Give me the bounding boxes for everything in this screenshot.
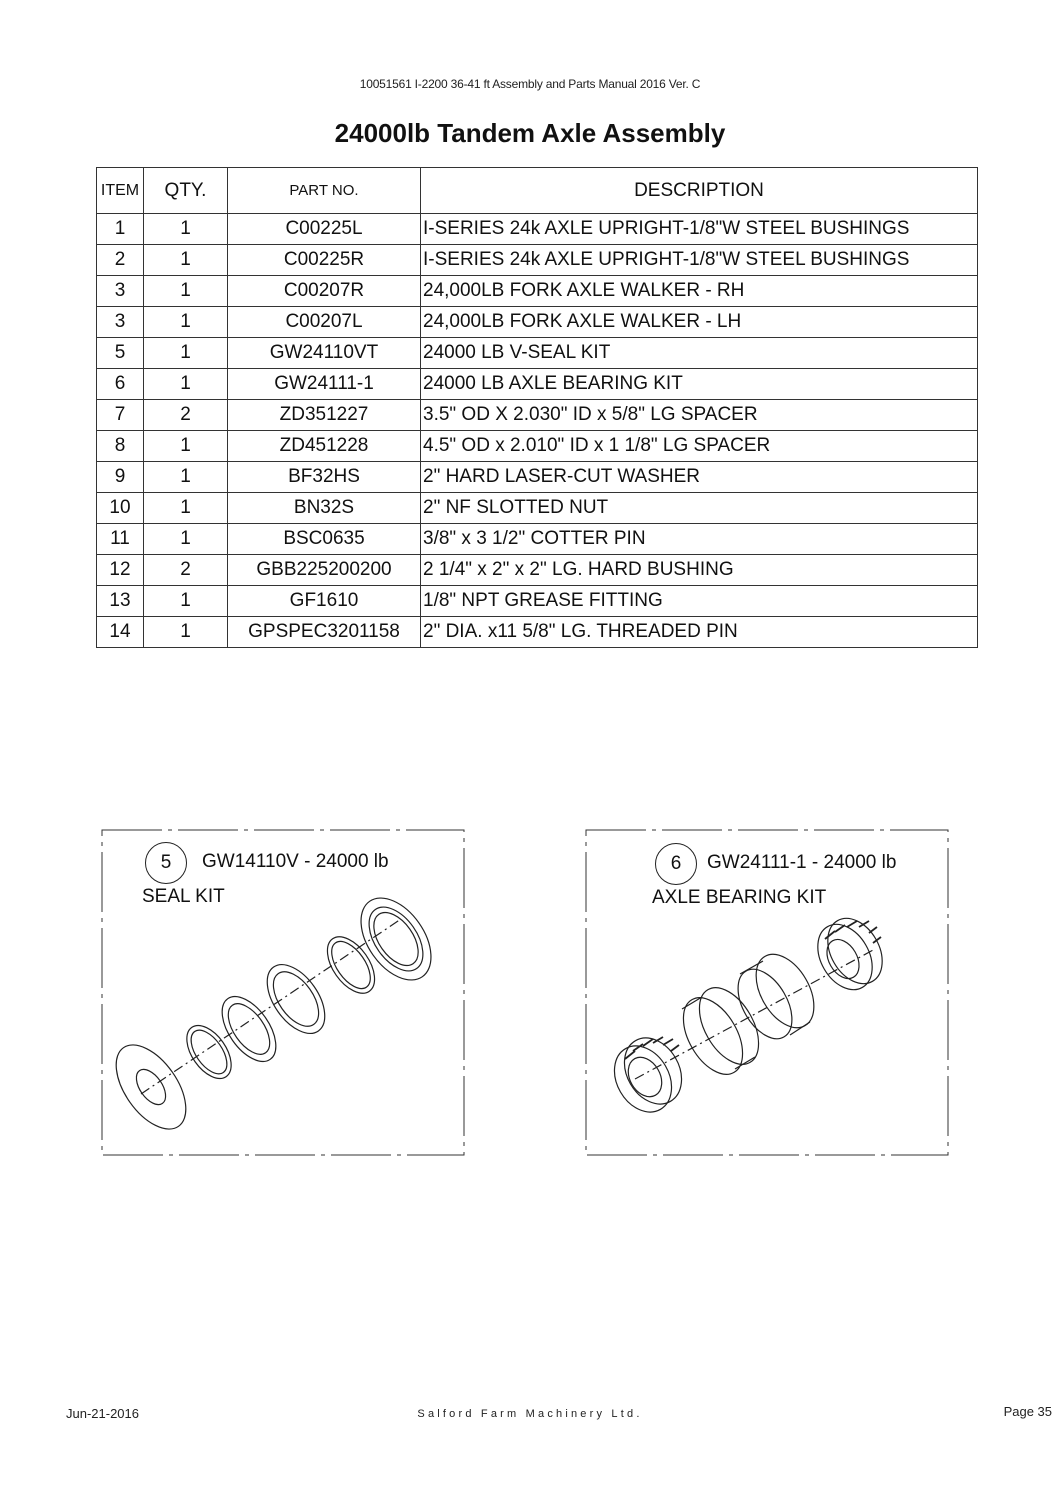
description-cell: 2" NF SLOTTED NUT [421, 493, 978, 524]
column-header-qty: QTY. [144, 168, 228, 214]
description-cell: 3.5" OD X 2.030" ID x 5/8" LG SPACER [421, 400, 978, 431]
description-cell: 2" DIA. x11 5/8" LG. THREADED PIN [421, 617, 978, 648]
part-number-cell: C00225R [228, 245, 421, 276]
bearing-kit-panel [585, 829, 949, 1156]
description-cell: I-SERIES 24k AXLE UPRIGHT-1/8"W STEEL BUSHINGS [421, 214, 978, 245]
item-cell: 3 [97, 307, 144, 338]
table-row [97, 586, 978, 617]
description-cell: 24000 LB V-SEAL KIT [421, 338, 978, 369]
bearing-kit-item-number: 6 [655, 843, 697, 885]
item-cell: 12 [97, 555, 144, 586]
table-row [97, 617, 978, 648]
qty-cell: 1 [144, 369, 228, 400]
part-number-cell: C00225L [228, 214, 421, 245]
table-row [97, 245, 978, 276]
item-cell: 3 [97, 276, 144, 307]
table-row [97, 276, 978, 307]
bearing-kit-subtitle: AXLE BEARING KIT [652, 887, 827, 908]
seal-kit-subtitle: SEAL KIT [142, 886, 225, 907]
item-cell: 11 [97, 524, 144, 555]
footer-date: Jun-21-2016 [66, 1406, 139, 1421]
part-number-cell: C00207L [228, 307, 421, 338]
table-row [97, 214, 978, 245]
qty-cell: 1 [144, 245, 228, 276]
item-cell: 14 [97, 617, 144, 648]
document-header: 10051561 I-2200 36-41 ft Assembly and Parts Manual 2016 Ver. C [359, 77, 701, 91]
item-cell: 2 [97, 245, 144, 276]
part-number-cell: BN32S [228, 493, 421, 524]
table-row [97, 338, 978, 369]
table-row [97, 462, 978, 493]
table-header-row [97, 168, 978, 214]
qty-cell: 1 [144, 524, 228, 555]
description-cell: 24,000LB FORK AXLE WALKER - RH [421, 276, 978, 307]
column-header-item: ITEM [97, 168, 144, 214]
description-cell: I-SERIES 24k AXLE UPRIGHT-1/8"W STEEL BUSHINGS [421, 245, 978, 276]
description-cell: 2" HARD LASER-CUT WASHER [421, 462, 978, 493]
qty-cell: 1 [144, 462, 228, 493]
qty-cell: 1 [144, 617, 228, 648]
item-cell: 7 [97, 400, 144, 431]
description-cell: 3/8" x 3 1/2" COTTER PIN [421, 524, 978, 555]
item-cell: 6 [97, 369, 144, 400]
page-title: 24000lb Tandem Axle Assembly [334, 118, 726, 148]
table-row [97, 555, 978, 586]
part-number-cell: GPSPEC3201158 [228, 617, 421, 648]
part-number-cell: ZD451228 [228, 431, 421, 462]
column-header-description: DESCRIPTION [421, 168, 978, 214]
part-number-cell: ZD351227 [228, 400, 421, 431]
table-row [97, 431, 978, 462]
part-number-cell: C00207R [228, 276, 421, 307]
table-row [97, 307, 978, 338]
bearing-kit-title: GW24111-1 - 24000 lb [707, 852, 897, 873]
qty-cell: 1 [144, 493, 228, 524]
part-number-cell: BSC0635 [228, 524, 421, 555]
item-cell: 8 [97, 431, 144, 462]
item-cell: 9 [97, 462, 144, 493]
item-cell: 10 [97, 493, 144, 524]
qty-cell: 1 [144, 431, 228, 462]
description-cell: 4.5" OD x 2.010" ID x 1 1/8" LG SPACER [421, 431, 978, 462]
qty-cell: 2 [144, 555, 228, 586]
table-row [97, 493, 978, 524]
seal-kit-title: GW14110V - 24000 lb [202, 851, 389, 872]
description-cell: 24,000LB FORK AXLE WALKER - LH [421, 307, 978, 338]
seal-kit-drawing [101, 829, 465, 1156]
item-cell: 5 [97, 338, 144, 369]
part-number-cell: GW24110VT [228, 338, 421, 369]
footer-company: Salford Farm Machinery Ltd. [417, 1408, 643, 1420]
column-header-part-no: PART NO. [228, 168, 421, 214]
qty-cell: 1 [144, 276, 228, 307]
part-number-cell: BF32HS [228, 462, 421, 493]
qty-cell: 1 [144, 338, 228, 369]
seal-kit-panel [101, 829, 465, 1156]
description-cell: 24000 LB AXLE BEARING KIT [421, 369, 978, 400]
bearing-kit-drawing [585, 829, 949, 1156]
table-row [97, 400, 978, 431]
footer-page-number: Page 35 [1003, 1404, 1052, 1419]
part-number-cell: GW24111-1 [228, 369, 421, 400]
description-cell: 1/8" NPT GREASE FITTING [421, 586, 978, 617]
parts-table [96, 167, 978, 648]
qty-cell: 2 [144, 400, 228, 431]
part-number-cell: GF1610 [228, 586, 421, 617]
item-cell: 13 [97, 586, 144, 617]
qty-cell: 1 [144, 307, 228, 338]
qty-cell: 1 [144, 214, 228, 245]
qty-cell: 1 [144, 586, 228, 617]
table-row [97, 524, 978, 555]
description-cell: 2 1/4" x 2" x 2" LG. HARD BUSHING [421, 555, 978, 586]
part-number-cell: GBB225200200 [228, 555, 421, 586]
parts-table-body [97, 214, 978, 648]
table-row [97, 369, 978, 400]
seal-kit-item-number: 5 [145, 842, 187, 884]
item-cell: 1 [97, 214, 144, 245]
